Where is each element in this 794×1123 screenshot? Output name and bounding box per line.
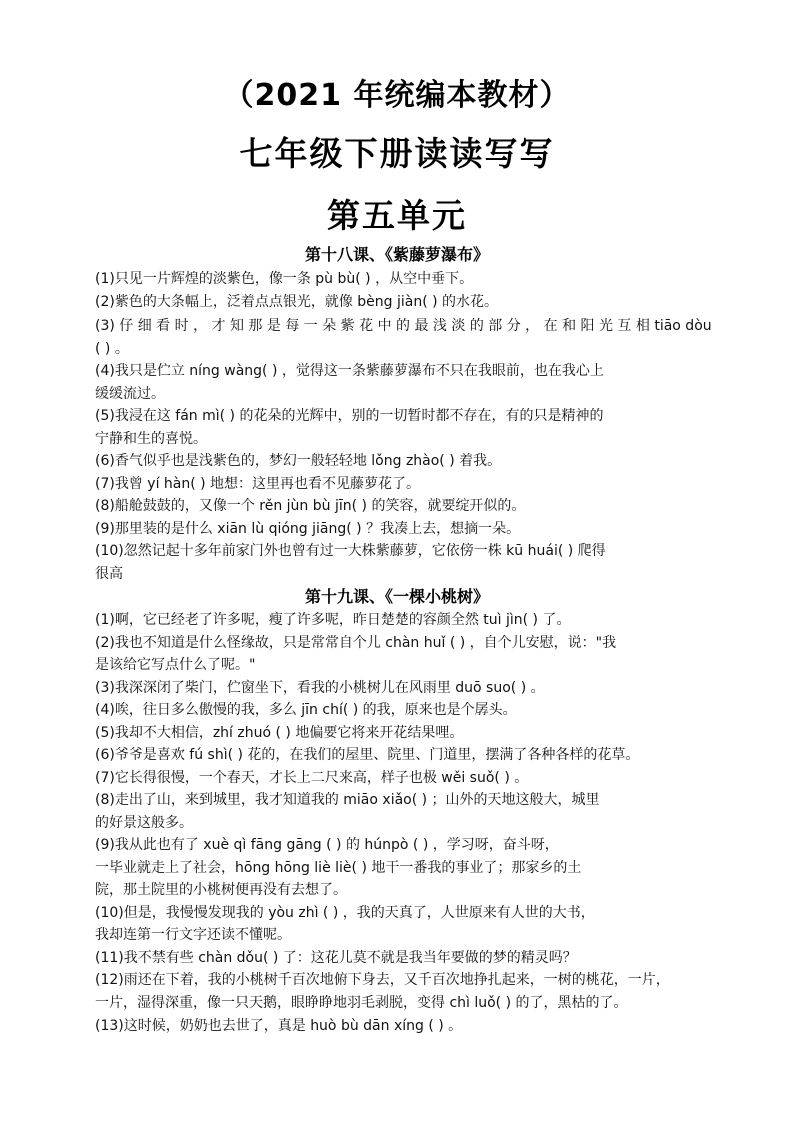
exercise-line: (4)我只是伫立 níng wàng( ) ，觉得这一条紫藤萝瀑布不只在我眼前，也在我心上 bbox=[95, 363, 604, 379]
exercise-line: (5)我浸在这 fán mì( ) 的花朵的光辉中，别的一切暂时都不存在，有的只是精神的 bbox=[95, 408, 604, 424]
title-grade-volume: 七年级下册读读写写 bbox=[239, 134, 555, 173]
exercise-line: 是该给它写点什么了呢。" bbox=[95, 657, 256, 673]
exercise-line: 院，那土院里的小桃树便再没有去想了。 bbox=[95, 882, 347, 898]
exercise-line: ( ) 。 bbox=[95, 341, 129, 357]
exercise-line: (7)我曾 yí hàn( ) 地想：这里再也看不见藤萝花了。 bbox=[95, 476, 421, 492]
exercise-line: (5)我却不大相信，zhí zhuó ( ) 地偏要它将来开花结果哩。 bbox=[95, 725, 464, 741]
exercise-line: 缓缓流过。 bbox=[95, 386, 165, 402]
exercise-line: (4)唉，往日多么傲慢的我，多么 jīn chí( ) 的我，原来也是个孱头。 bbox=[95, 702, 517, 718]
title-unit: 第五单元 bbox=[327, 196, 467, 235]
exercise-line: (3) 仔 细 看 时 ， 才 知 那 是 每 一 朵 紫 花 中 的 最 浅 淡 的 部 分 ， 在 和 阳 光 互 相 tiāo dòu bbox=[95, 318, 712, 334]
exercise-line: (11)我不禁有些 chàn dǒu( ) 了：这花儿莫不就是我当年要做的梦的精灵吗？ bbox=[95, 950, 577, 966]
title-textbook-edition: （2021 年统编本教材） bbox=[223, 78, 571, 113]
exercise-line: (1)只见一片辉煌的淡紫色，像一条 pù bù( ) ，从空中垂下。 bbox=[95, 271, 474, 287]
exercise-line: (7)它长得很慢，一个春天，才长上二尺来高，样子也极 wěi suǒ( ) 。 bbox=[95, 770, 529, 786]
exercise-line: (13)这时候，奶奶也去世了，真是 huò bù dān xíng ( ) 。 bbox=[95, 1018, 463, 1034]
exercise-line: (6)香气似乎也是浅紫色的，梦幻一般轻轻地 lǒng zhào( ) 着我。 bbox=[95, 453, 502, 469]
exercise-line: 很高 bbox=[95, 566, 123, 582]
exercise-line: (2)紫色的大条幅上，泛着点点银光，就像 bèng jiàn( ) 的水花。 bbox=[95, 294, 499, 310]
exercise-line: 一毕业就走上了社会，hōng hōng liè liè( ) 地干一番我的事业了；那家乡的土 bbox=[95, 860, 582, 876]
exercise-line: (10)忽然记起十多年前家门外也曾有过一大株紫藤萝，它依傍一株 kū huái( ) 爬得 bbox=[95, 543, 606, 559]
exercise-line: (6)爷爷是喜欢 fú shì( ) 花的，在我们的屋里、院里、门道里，摆满了各种各样的花草。 bbox=[95, 747, 640, 763]
exercise-line: (9)我从此也有了 xuè qì fāng gāng ( ) 的 húnpò ( ) ，学习呀，奋斗呀， bbox=[95, 837, 559, 853]
exercise-line: 我却连第一行文字还读不懂呢。 bbox=[95, 927, 291, 943]
exercise-line: (10)但是，我慢慢发现我的 yòu zhì ( ) ，我的天真了，人世原来有人世的大书， bbox=[95, 905, 595, 921]
exercise-line: (2)我也不知道是什么怪缘故，只是常常自个儿 chàn huǐ ( ) ，自个儿安慰，说："我 bbox=[95, 635, 617, 651]
section-title-lesson-18: 第十八课、《紫藤萝瀑布》 bbox=[304, 245, 489, 264]
exercise-line: (8)船舱鼓鼓的，又像一个 rěn jùn bù jīn( ) 的笑容，就要绽开似的。 bbox=[95, 498, 526, 514]
exercise-line: (1)啊，它已经老了许多呢，瘦了许多呢，昨日楚楚的容颜全然 tuì jìn( ) 了。 bbox=[95, 612, 571, 628]
exercise-line: (9)那里装的是什么 xiān lù qióng jiāng( ) ？我凑上去，想摘一朵。 bbox=[95, 521, 521, 537]
exercise-line: (12)雨还在下着，我的小桃树千百次地俯下身去，又千百次地挣扎起来，一树的桃花，一片， bbox=[95, 972, 670, 988]
section-title-lesson-19: 第十九课、《一棵小桃树》 bbox=[304, 587, 489, 606]
exercise-line: (8)走出了山，来到城里，我才知道我的 miāo xiǎo( ) ；山外的天地这般大，城里 bbox=[95, 792, 600, 808]
exercise-line: 宁静和生的喜悦。 bbox=[95, 431, 207, 447]
exercise-line: 的好景这般多。 bbox=[95, 815, 193, 831]
exercise-line: (3)我深深闭了柴门，伫窗坐下，看我的小桃树儿在风雨里 duō suo( ) 。 bbox=[95, 680, 545, 696]
exercise-line: 一片，湿得深重，像一只天鹅，眼睁睁地羽毛剥脱，变得 chì luǒ( ) 的了，黑枯的了。 bbox=[95, 995, 628, 1011]
